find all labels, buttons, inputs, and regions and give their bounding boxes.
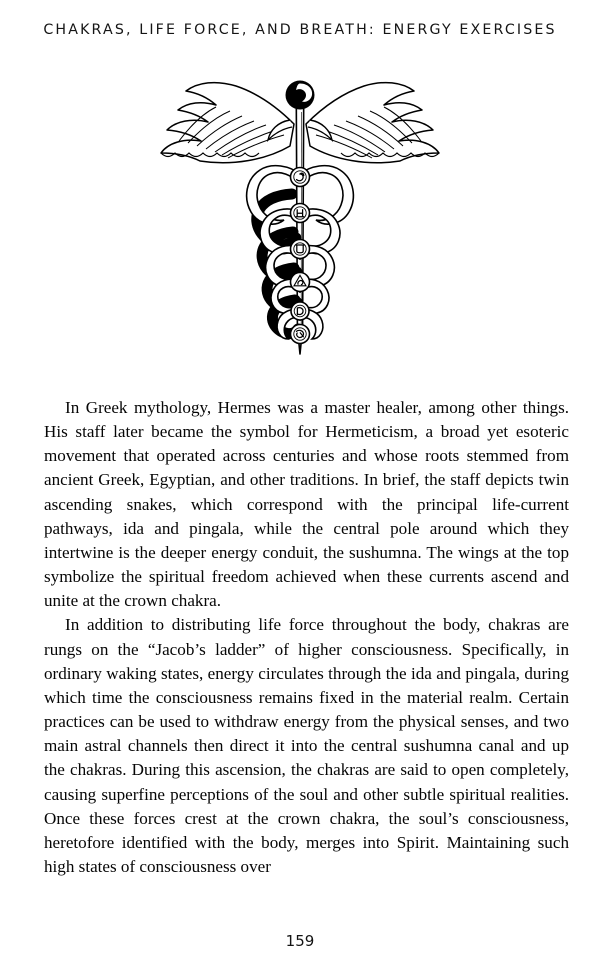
running-head: CHAKRAS, LIFE FORCE, AND BREATH: ENERGY EXERCISES (43, 22, 557, 38)
paragraph-2: In addition to distributing life force throughout the body, chakras are rungs on the “Jacob’s ladder” of higher consciousness. Specifically, in ordinary waking states, energy circulates through the ida and pingala, during which time the consciousness remains fixed in the material realm. Certain practices can be used to withdraw energy from the physical senses, and two main astral channels then direct it into the central sushumna canal and up the chakras. During this ascension, the chakras are said to open completely, causing superfine perceptions of the soul and other subtle spiritual realities. Once these forces crest at the crown chakra, the soul’s consciousness, heretofore identified with the body, merges into Spirit. Maintaining such high states of consciousness over (44, 615, 569, 876)
paragraph-1: In Greek mythology, Hermes was a master healer, among other things. His staff later became the symbol for Hermeticism, a broad yet esoteric movement that operated across centuries and whose roots stemmed from ancient Greek, Egyptian, and other traditions. In brief, the staff depicts twin ascending snakes, which correspond with the principal life-current pathways, ida and pingala, while the central pole around which they intertwine is the deeper energy conduit, the sushumna. The wings at the top symbolize the spiritual freedom achieved when these currents ascend and unite at the crown chakra. (44, 398, 569, 611)
page-number: 159 (285, 932, 315, 950)
body-text (44, 396, 569, 879)
caduceus-icon (150, 62, 450, 382)
caduceus-illustration (0, 62, 600, 382)
finial-ball-shape (286, 81, 315, 110)
